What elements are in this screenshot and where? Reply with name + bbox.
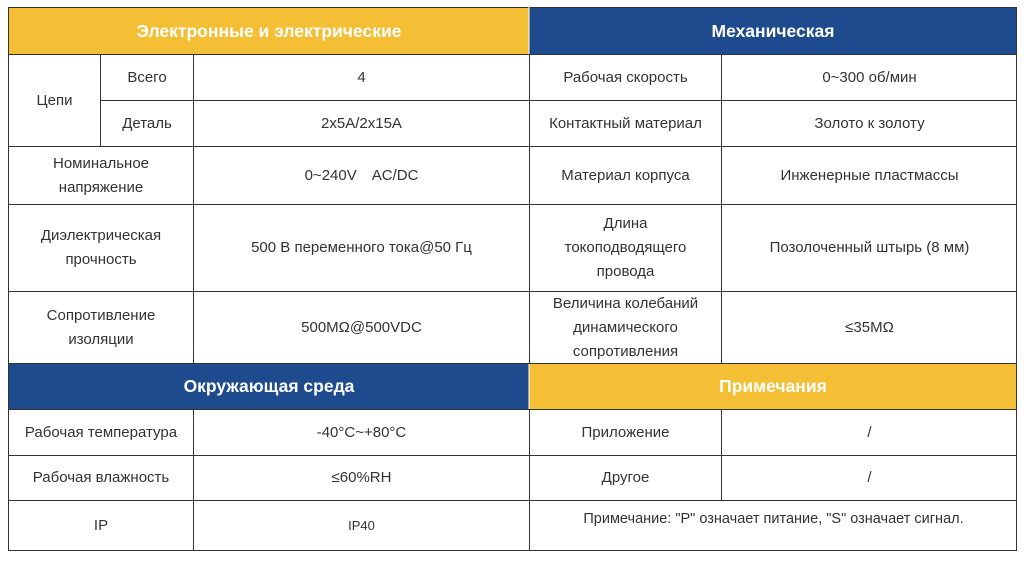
- dielectric-label: Диэлектрическая прочность: [40, 227, 162, 268]
- lead-length-value: Позолоченный штырь (8 мм): [769, 239, 970, 256]
- application-label: Приложение: [581, 423, 670, 441]
- dielectric-value: 500 В переменного тока@50 Гц: [251, 239, 472, 256]
- section-header-environment: Окружающая среда: [9, 363, 529, 409]
- section-header-mechanical: Механическая: [529, 8, 1017, 54]
- remark-text: Примечание: "P" означает питание, "S" означает сигнал.: [583, 511, 964, 527]
- temperature-label: Рабочая температура: [24, 423, 178, 441]
- other-label: Другое: [601, 469, 650, 486]
- ip-label: IP: [93, 516, 109, 534]
- other-value: /: [867, 469, 872, 486]
- dynamic-resistance-label: Величина колебаний динамического сопротивления: [552, 294, 699, 360]
- total-value: 4: [357, 68, 366, 86]
- lead-length-label: Длина токоподводящего провода: [564, 215, 687, 280]
- humidity-label: Рабочая влажность: [32, 469, 170, 486]
- insulation-value: 500MΩ@500VDC: [301, 318, 422, 336]
- housing-label: Материал корпуса: [561, 166, 690, 184]
- housing-value: Инженерные пластмассы: [780, 166, 959, 184]
- dynamic-resistance-value: ≤35MΩ: [845, 318, 894, 336]
- humidity-value: ≤60%RH: [331, 469, 392, 486]
- detail-value: 2x5A/2x15A: [321, 114, 402, 132]
- temperature-value: -40°C~+80°C: [316, 423, 407, 441]
- application-value: /: [867, 423, 872, 441]
- speed-value: 0~300 об/мин: [822, 68, 917, 86]
- section-header-electronic: Электронные и электрические: [9, 8, 529, 54]
- speed-label: Рабочая скорость: [563, 68, 688, 86]
- detail-label: Деталь: [122, 114, 172, 132]
- voltage-value: 0~240V AC/DC: [304, 166, 419, 184]
- total-label: Всего: [127, 68, 167, 86]
- circuits-label: Цепи: [36, 91, 73, 109]
- ip-value: IP40: [348, 517, 375, 533]
- contact-value: Золото к золоту: [814, 114, 925, 132]
- voltage-label: Номинальное напряжение: [52, 154, 150, 196]
- section-header-notes: Примечания: [529, 363, 1017, 409]
- contact-label: Контактный материал: [549, 114, 702, 132]
- insulation-label: Сопротивление изоляции: [46, 306, 156, 348]
